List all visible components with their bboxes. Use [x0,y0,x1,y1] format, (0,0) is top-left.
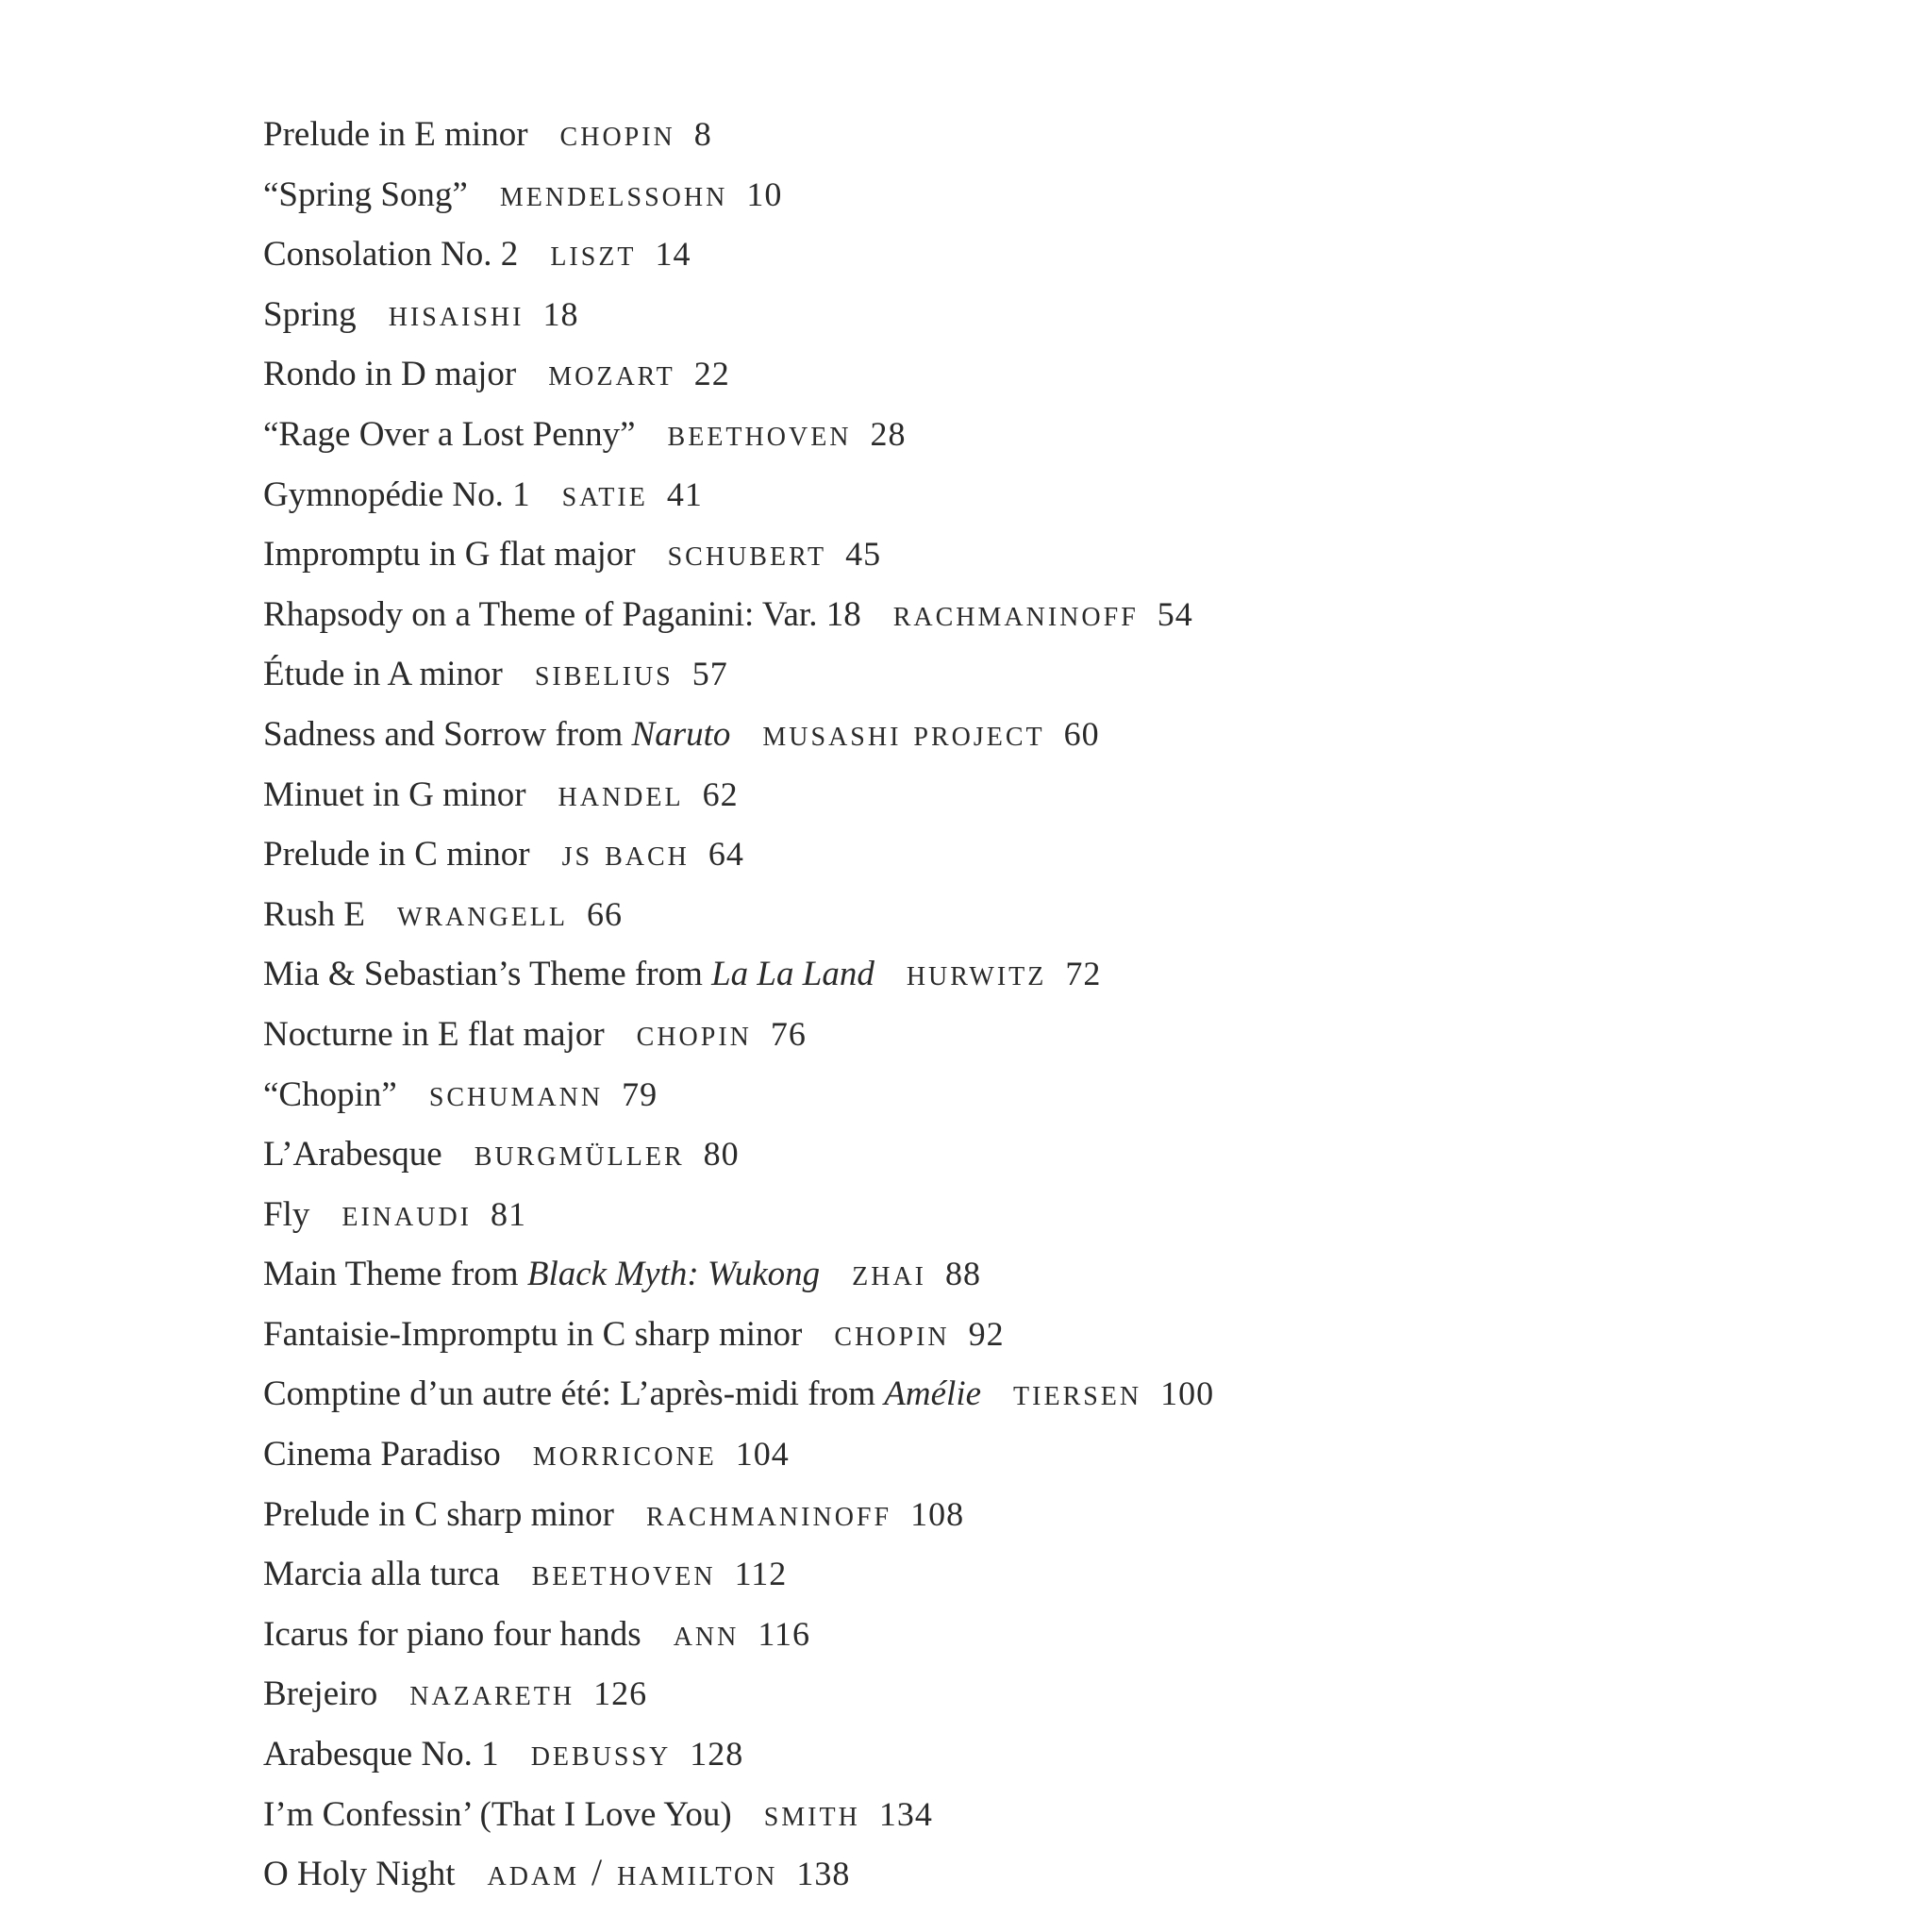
piece-title [263,595,861,634]
piece-title-text: Mia & Sebastian’s Theme from [263,955,712,994]
piece-title-italic: La La Land [711,955,874,994]
composer-name: wrangell [396,891,569,934]
piece-title-text: Fly [263,1194,310,1234]
piece-title-text: Rush E [263,894,365,934]
toc-entry [263,883,1214,943]
toc-entry [263,163,1214,224]
piece-title-text: “Rage Over a Lost Penny” [263,414,636,454]
toc-entry [263,1542,1214,1603]
toc-entry [263,1423,1214,1483]
piece-title [263,1374,981,1413]
page-number: 112 [734,1555,788,1593]
composer-name: mendelssohn [499,171,728,214]
toc-entry [263,1723,1214,1783]
toc-entry [263,823,1214,883]
page-number: 66 [587,894,624,933]
composer-name: beethoven [531,1551,716,1594]
page-number: 134 [878,1794,933,1833]
page-number: 60 [1063,714,1100,753]
piece-title [263,1795,732,1834]
page-number: 62 [702,774,739,813]
piece-title [263,1075,397,1114]
toc-entry [263,1183,1214,1243]
piece-title [263,775,526,814]
page-number: 76 [770,1014,807,1053]
page-number: 81 [491,1194,526,1233]
composer-name: rachmaninoff [892,591,1139,634]
composer-name: smith [763,1790,860,1834]
page-number: 79 [622,1074,658,1113]
page-number: 54 [1157,594,1193,633]
toc-entry [263,1483,1214,1543]
piece-title [263,235,518,274]
toc-entry [263,283,1214,343]
piece-title-text: Main Theme from [263,1255,527,1294]
composer-name: debussy [530,1731,672,1774]
toc-entry [263,942,1214,1003]
composer-name: adam / hamilton [487,1851,778,1894]
page-number: 72 [1065,955,1102,993]
composer-name: liszt [550,231,637,275]
toc-entry [263,1603,1214,1663]
piece-title-text: Gymnopédie No. 1 [263,475,530,514]
composer-name: schubert [667,531,827,575]
piece-title-text: Rondo in D major [263,355,517,394]
toc-entry [263,1662,1214,1723]
piece-title-italic: Black Myth: Wukong [526,1255,821,1294]
piece-title [263,1674,377,1713]
toc-entry [263,703,1214,763]
page-number: 126 [593,1674,648,1713]
piece-title [263,1555,500,1593]
composer-name: chopin [834,1310,950,1354]
composer-name: chopin [559,111,675,154]
composer-name: musashi project [762,710,1045,754]
composer-name: ann [673,1610,740,1654]
composer-name: handel [558,771,684,814]
piece-title-text: “Chopin” [263,1074,397,1114]
table-of-contents [263,103,1214,1903]
piece-title [263,295,357,334]
composer-name: js bach [561,831,690,874]
composer-name: zhai [852,1251,926,1294]
piece-title-text: O Holy Night [263,1855,456,1894]
composer-name: morricone [532,1431,717,1474]
page-number: 108 [910,1494,965,1533]
composer-name: chopin [636,1010,752,1054]
piece-title-text: Prelude in C minor [263,835,530,874]
page-number: 88 [945,1255,981,1293]
composer-name: rachmaninoff [646,1491,892,1534]
page-number: 45 [845,535,882,574]
piece-title-text: Étude in A minor [263,655,503,694]
toc-entry [263,1303,1214,1363]
toc-entry [263,1003,1214,1063]
piece-title [263,1435,501,1474]
piece-title [263,655,503,693]
piece-title-text: Nocturne in E flat major [263,1014,605,1054]
composer-name: tiersen [1013,1371,1142,1414]
piece-title [263,1315,802,1354]
piece-title-text: Sadness and Sorrow from [263,714,632,754]
piece-title-text: Cinema Paradiso [263,1435,501,1474]
page-number: 8 [693,115,712,153]
piece-title-text: Comptine d’un autre été: L’après-midi from [263,1374,885,1414]
piece-title-text: Spring [263,294,357,334]
composer-name: hisaishi [388,291,525,334]
composer-name: beethoven [667,410,852,454]
piece-title-italic: Amélie [884,1374,982,1414]
toc-entry [263,1242,1214,1303]
piece-title-text: Prelude in E minor [263,115,528,154]
piece-title [263,835,530,874]
toc-entry [263,1123,1214,1183]
composer-name: schumann [428,1071,604,1114]
composer-name: satie [561,471,648,514]
piece-title-text: L’Arabesque [263,1135,442,1174]
page-number: 64 [708,835,744,874]
page-number: 18 [542,294,579,333]
toc-entry [263,463,1214,524]
page-number: 57 [691,655,728,693]
piece-title-text: Impromptu in G flat major [263,535,636,575]
piece-title-text: Consolation No. 2 [263,235,519,275]
toc-entry [263,1362,1214,1423]
toc-entry [263,403,1214,463]
piece-title-text: “Spring Song” [263,175,468,214]
page-number: 80 [703,1135,740,1174]
page-number: 92 [968,1314,1005,1353]
piece-title-text: Marcia alla turca [263,1555,500,1594]
piece-title-text: Arabesque No. 1 [263,1735,499,1774]
toc-entry [263,103,1214,163]
piece-title [263,1855,456,1893]
toc-entry [263,1842,1214,1903]
piece-title [263,475,530,514]
piece-title [263,955,874,993]
piece-title-text: Prelude in C sharp minor [263,1494,615,1534]
piece-title [263,115,528,154]
piece-title [263,1495,614,1534]
piece-title [263,175,468,214]
toc-entry [263,583,1214,643]
page-number: 10 [746,175,783,213]
piece-title-text: Fantaisie-Impromptu in C sharp minor [263,1314,803,1354]
toc-entry [263,763,1214,824]
page-number: 104 [735,1435,790,1474]
page-number: 100 [1160,1374,1215,1413]
piece-title-text: I’m Confessin’ (That I Love You) [263,1794,732,1834]
page-number: 116 [758,1614,811,1653]
toc-entry [263,342,1214,403]
piece-title-text: Rhapsody on a Theme of Paganini: Var. 18 [263,594,861,634]
piece-title-text: Icarus for piano four hands [263,1614,641,1654]
page-number: 28 [870,414,907,453]
piece-title [263,895,365,934]
piece-title [263,535,636,574]
piece-title [263,1195,309,1234]
composer-name: mozart [548,351,675,394]
piece-title [263,1135,442,1174]
page-number: 14 [655,235,691,274]
piece-title [263,355,516,393]
piece-title [263,1615,641,1654]
composer-name: hurwitz [906,951,1047,994]
piece-title [263,715,730,754]
toc-entry [263,223,1214,283]
page-number: 128 [690,1735,744,1774]
piece-title [263,1015,605,1054]
piece-title-text: Minuet in G minor [263,774,526,814]
composer-name: einaudi [341,1191,472,1234]
piece-title [263,415,636,454]
piece-title-italic: Naruto [631,714,731,754]
piece-title-text: Brejeiro [263,1674,378,1714]
page-number: 138 [796,1855,851,1893]
composer-name: burgmüller [474,1131,685,1174]
page-number: 41 [666,475,703,513]
composer-name: nazareth [409,1671,575,1714]
page-number: 22 [693,355,730,393]
piece-title [263,1735,499,1774]
toc-entry [263,1783,1214,1843]
composer-name: sibelius [534,651,674,694]
toc-entry [263,523,1214,583]
piece-title [263,1255,820,1293]
toc-entry [263,1063,1214,1124]
toc-entry [263,642,1214,703]
